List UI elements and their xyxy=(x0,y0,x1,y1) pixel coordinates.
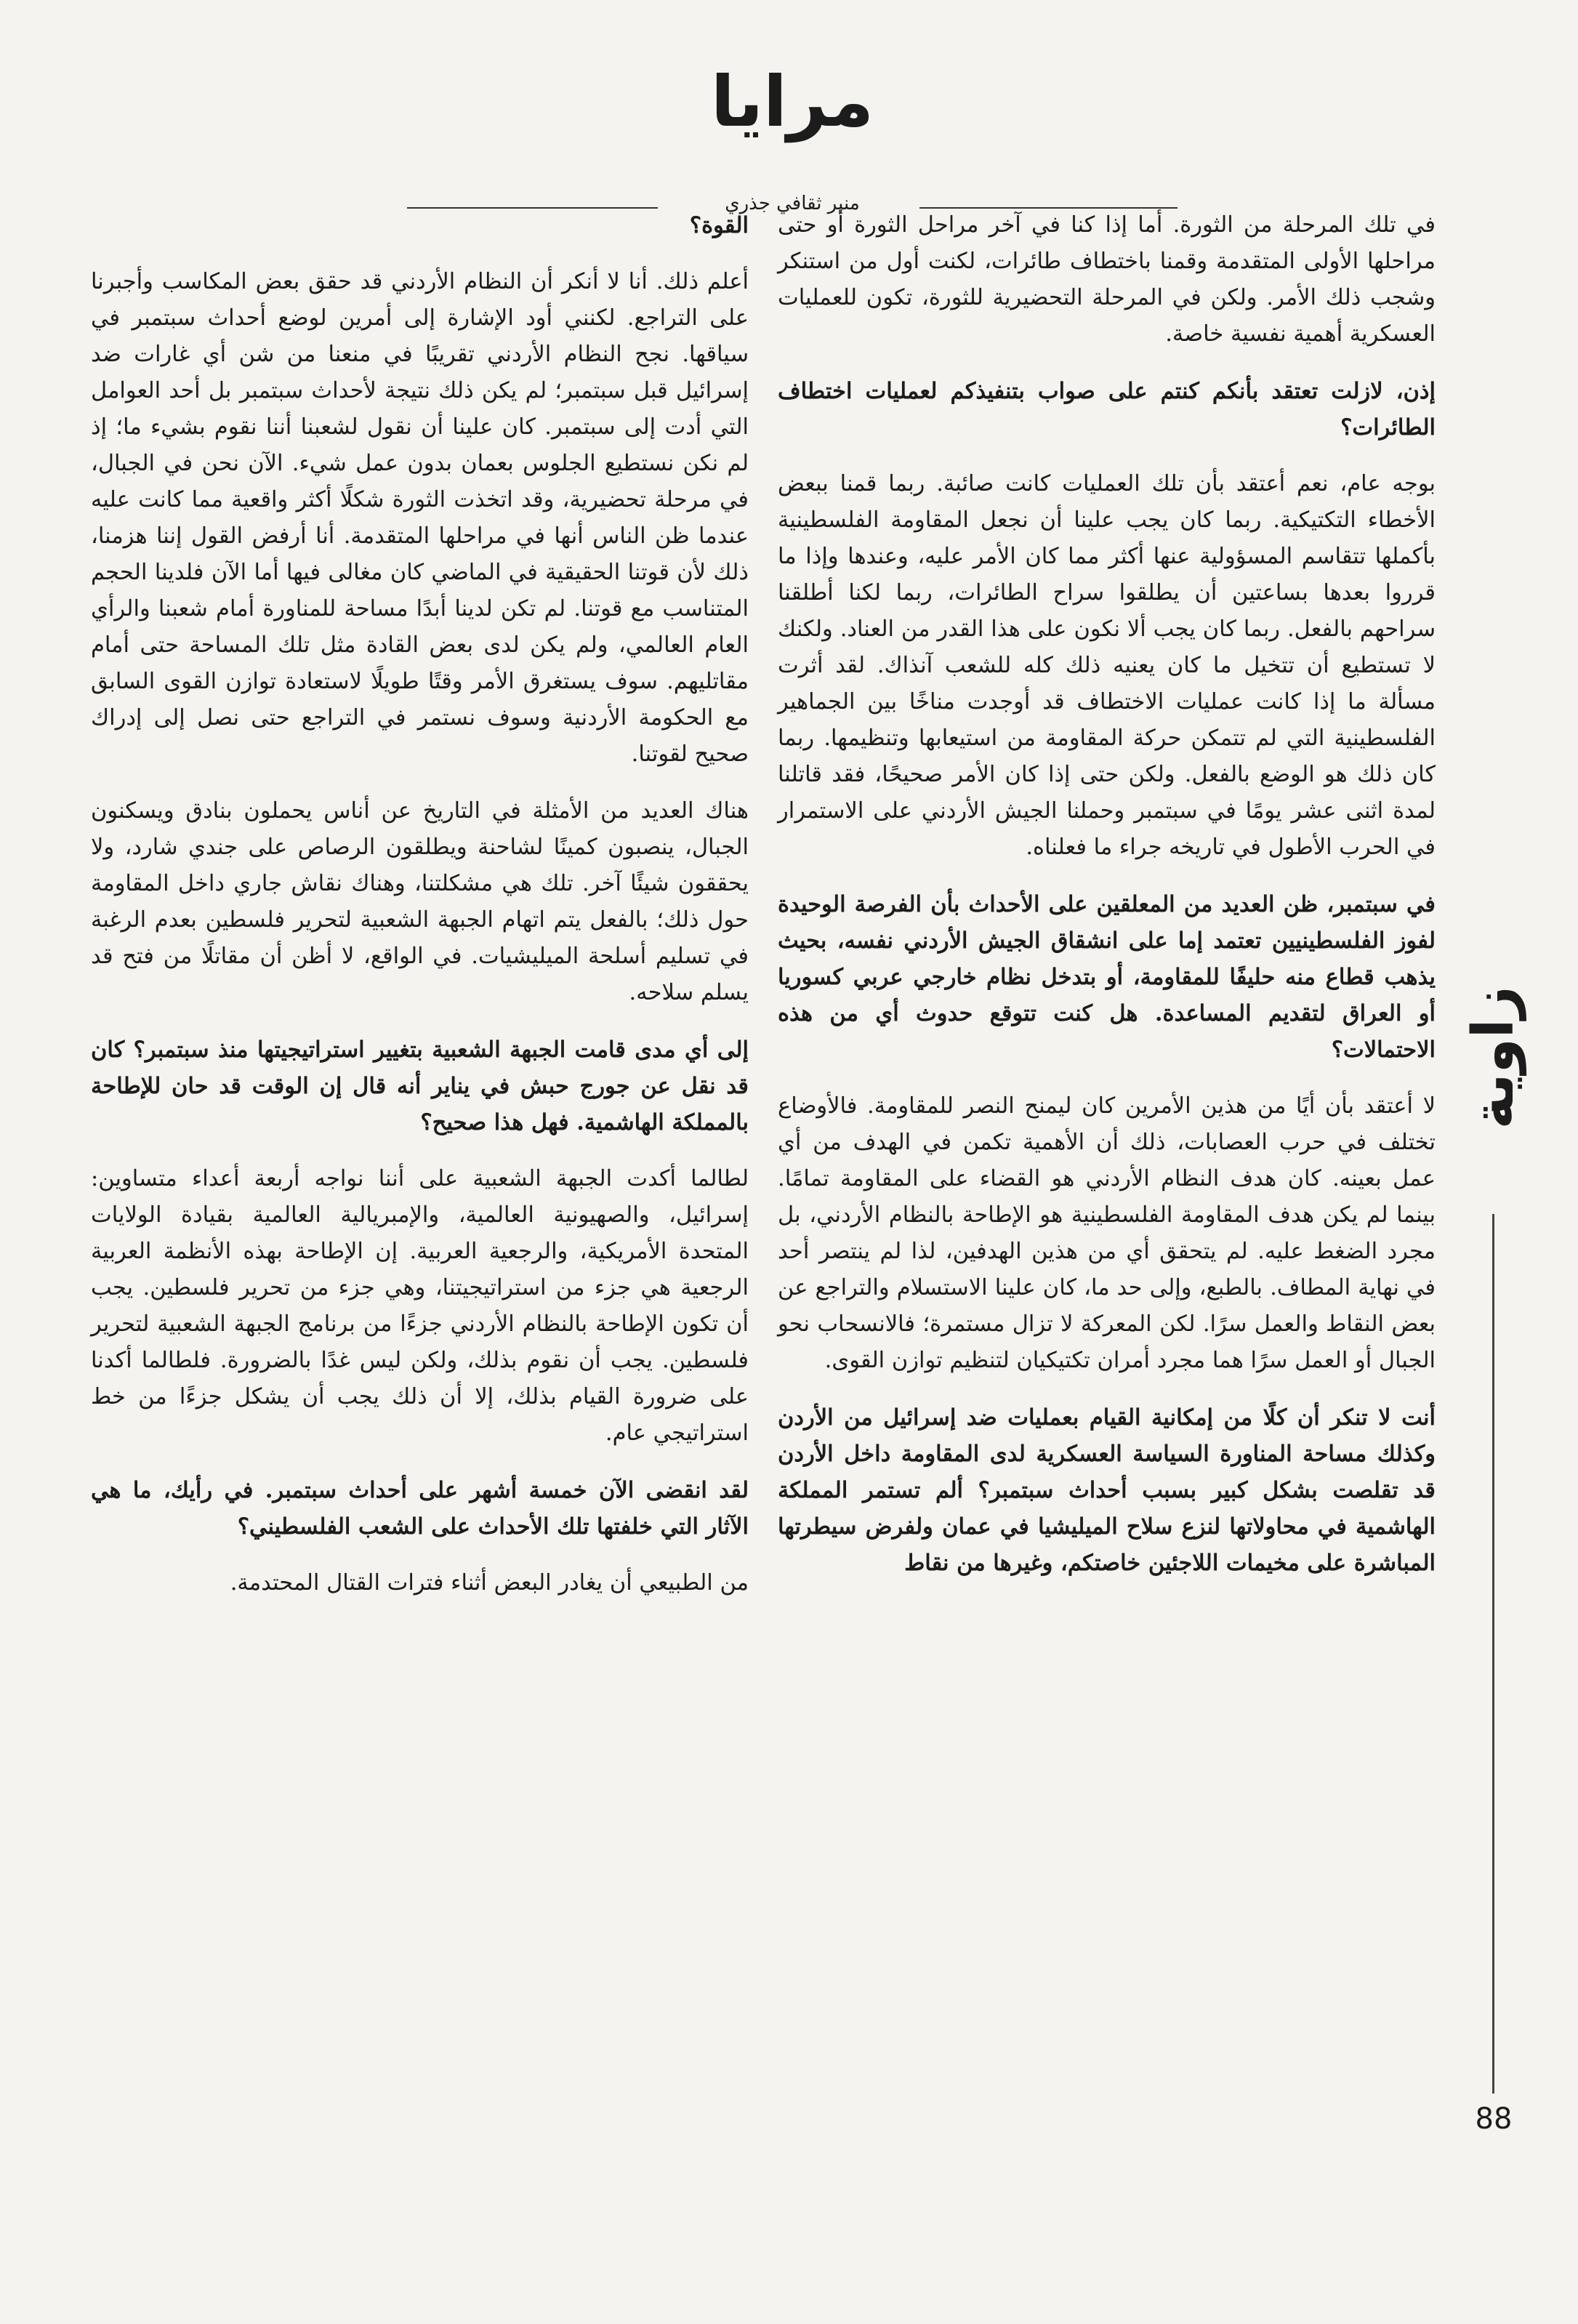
article-column-right xyxy=(778,207,1436,1601)
section-label-text: زاوية xyxy=(1461,986,1526,1130)
answer-paragraph: بوجه عام، نعم أعتقد بأن تلك العمليات كانت صائبة. ربما قمنا ببعض الأخطاء التكتيكية. ربما كان يجب علينا أن نجعل المقاومة الفلسطينية بأكملها تتقاسم المسؤولية عنها أكثر مما كان الأمر عليه، وعندها وإذا ما قرروا بعدها بساعتين أن يطلقوا سراح الطائرات، ربما لكنا أطلقنا سراحهم بالفعل. ربما كان يجب ألا نكون على هذا القدر من العناد. ولكنك لا تستطيع أن تتخيل ما كان يعنيه ذلك كله للشعب آنذاك. لقد أثرت مسألة ما إذا كانت عمليات الاختطاف قد أوجدت مناخًا بين الجماهير الفلسطينية التي لم تتمكن حركة المقاومة من استيعابها وتنظيمها. ربما كان ذلك هو الوضع بالفعل. ولكن حتى إذا كان الأمر صحيحًا، فقد قاتلنا لمدة اثنى عشر يومًا في سبتمبر وحملنا الجيش الأردني على الاستمرار في الحرب الأطول في تاريخه جراء ما فعلناه. xyxy=(778,471,1436,860)
masthead xyxy=(407,58,1178,214)
answer-paragraph: في تلك المرحلة من الثورة. أما إذا كنا في آخر مراحل الثورة أو حتى مراحلها الأولى المتقدمة وقمنا باختطاف طائرات، لكنت أول من استنكر وشجب ذلك الأمر. ولكن في المرحلة التحضيرية للثورة، تكون للعمليات العسكرية أهمية نفسية خاصة. xyxy=(778,212,1436,347)
question-paragraph: في سبتمبر، ظن العديد من المعلقين على الأحداث بأن الفرصة الوحيدة لفوز الفلسطينيين تعتمد إما على انشقاق الجيش الأردني نفسه، بحيث يذهب قطاع منه حليفًا للمقاومة، أو بتدخل نظام خارجي عربي كسوريا أو العراق لتقديم المساعدة. هل كنت تتوقع حدوث أي من هذه الاحتمالات؟ xyxy=(778,891,1436,1063)
article-column-left xyxy=(91,207,749,1622)
answer-paragraph: هناك العديد من الأمثلة في التاريخ عن أناس يحملون بنادق ويسكنون الجبال، ينصبون كمينًا لشاحنة ويطلقون الرصاص على جندي شارد، ولا يحققون شيئًا آخر. تلك هي مشكلتنا، وهناك نقاش جاري داخل المقاومة حول ذلك؛ بالفعل يتم اتهام الجبهة الشعبية لتحرير فلسطين بعدم الرغبة في تسليم أسلحة الميليشيات. في الواقع، لا أظن أن مقاتلًا من فتح قد يسلم سلاحه. xyxy=(91,798,749,1005)
answer-paragraph: أعلم ذلك. أنا لا أنكر أن النظام الأردني قد حقق بعض المكاسب وأجبرنا على التراجع. لكنني أود الإشارة إلى أمرين لوضع أحداث سبتمبر في سياقها. نجح النظام الأردني تقريبًا في منعنا من شن أي غارات ضد إسرائيل قبل سبتمبر؛ لم يكن ذلك نتيجة لأحداث سبتمبر بل أحد العوامل التي أدت إلى سبتمبر. كان علينا أن نقول لشعبنا أننا نقوم بشيء ما؛ إذ لم نكن نستطيع الجلوس بعمان بدون عمل شيء. الآن نحن في الجبال، في مرحلة تحضيرية، وقد اتخذت الثورة شكلًا أكثر واقعية مما كانت عليه عندما ظن الناس أنها في مراحلها المتقدمة. أنا أرفض القول إننا هزمنا، ذلك لأن قوتنا الحقيقية في الماضي كان مغالى فيها أما الآن فلدينا الحجم المتناسب مع قوتنا. لم تكن لدينا أبدًا مساحة للمناورة أمام شعبنا والرأي العام العالمي، ولم يكن لدى بعض القادة مثل تلك المساحة حتى أمام مقاتليهم. سوف يستغرق الأمر وقتًا طويلًا لاستعادة توازن القوى السابق مع الحكومة الأردنية وسوف نستمر في التراجع حتى نصل إلى إدراك صحيح لقوتنا. xyxy=(91,269,749,767)
question-paragraph: إلى أي مدى قامت الجبهة الشعبية بتغيير استراتيجيتها منذ سبتمبر؟ كان قد نقل عن جورج حبش في يناير أنه قال إن الوقت قد حان للإطاحة بالمملكة الهاشمية. فهل هذا صحيح؟ xyxy=(91,1037,749,1135)
question-paragraph: لقد انقضى الآن خمسة أشهر على أحداث سبتمبر. في رأيك، ما هي الآثار التي خلفتها تلك الأحداث على الشعب الفلسطيني؟ xyxy=(91,1477,749,1540)
answer-paragraph: لا أعتقد بأن أيًا من هذين الأمرين كان ليمنح النصر للمقاومة. فالأوضاع تختلف في حرب العصابات، ذلك أن الأهمية تكمن في الهدف من أي عمل بعينه. كان هدف النظام الأردني هو القضاء على المقاومة تمامًا. بينما لم يكن هدف المقاومة الفلسطينية هو الإطاحة بالنظام الأردني، بل مجرد الضغط عليه. لم يتحقق أي من هذين الهدفين، لذا لم ينتصر أحد في نهاية المطاف. بالطبع، وإلى حد ما، كان علينا الاستسلام والتراجع عن بعض النقاط والعمل سرًا. لكن المعركة لا تزال مستمرة؛ فالانسحاب نحو الجبال أو العمل سرًا هما مجرد أمران تكتيكيان لتنظيم توازن القوى. xyxy=(778,1093,1436,1373)
answer-paragraph: لطالما أكدت الجبهة الشعبية على أننا نواجه أربعة أعداء متساوين: إسرائيل، والصهيونية العالمية، والإمبريالية العالمية بقيادة الولايات المتحدة الأمريكية، والرجعية العربية. إن الإطاحة بهذه الأنظمة العربية الرجعية هي جزء من استراتيجيتنا، وهي جزء من تحرير فلسطين. يجب أن تكون الإطاحة بالنظام الأردني جزءًا من برنامج الجبهة الشعبية لتحرير فلسطين. يجب أن نقوم بذلك، ولكن ليس غدًا بالضرورة. فلطالما أكدنا على ضرورة القيام بذلك، إلا أن ذلك يجب أن يشكل جزءًا من خط استراتيجي عام. xyxy=(91,1166,749,1446)
magazine-logo: مرايا xyxy=(710,61,874,142)
question-paragraph: إذن، لازلت تعتقد بأنكم كنتم على صواب بتنفيذكم لعمليات اختطاف الطائرات؟ xyxy=(778,378,1436,441)
side-rule xyxy=(1492,1214,1494,2094)
answer-paragraph: من الطبيعي أن يغادر البعض أثناء فترات القتال المحتدمة. xyxy=(230,1570,749,1596)
page-number: 88 xyxy=(1475,2102,1513,2136)
magazine-tagline: منبر ثقافي جذري xyxy=(725,193,860,214)
section-label xyxy=(1443,930,1545,1185)
question-paragraph: أنت لا تنكر أن كلًا من إمكانية القيام بعمليات ضد إسرائيل من الأردن وكذلك مساحة المناورة السياسة العسكرية لدى المقاومة داخل الأردن قد تقلصت بشكل كبير بسبب أحداث سبتمبر؟ ألم تستمر المملكة الهاشمية في محاولاتها لنزع سلاح الميليشيا في عمان ولفرض سيطرتها المباشرة على مخيمات اللاجئين خاصتكم، وغيرها من نقاط xyxy=(778,1404,1436,1576)
question-paragraph: القوة؟ xyxy=(689,212,749,238)
